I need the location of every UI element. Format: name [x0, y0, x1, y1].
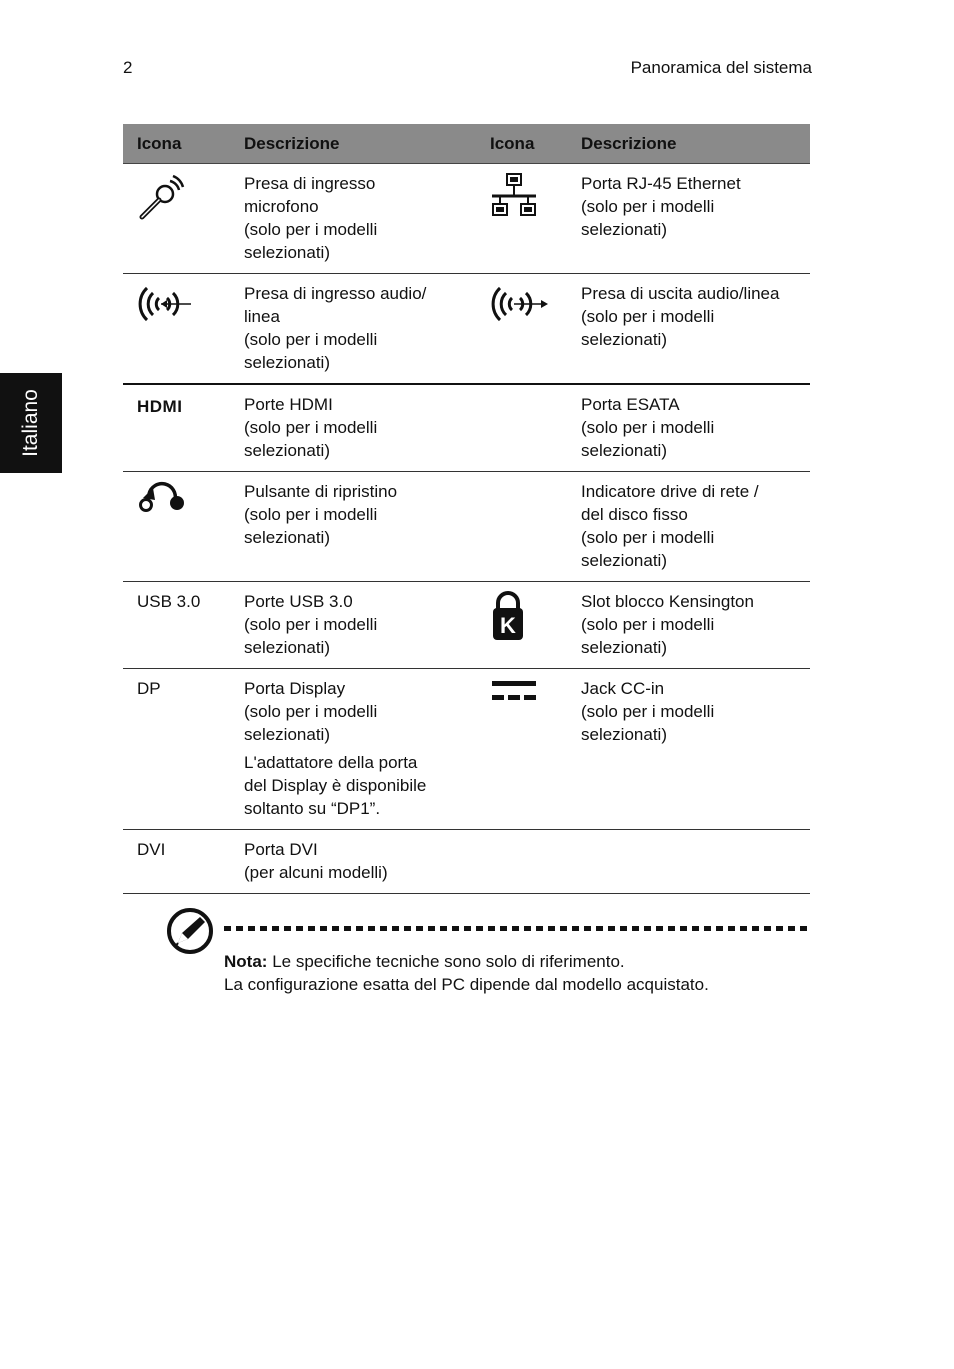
- note-line: [224, 950, 709, 973]
- kensington-lock-icon: [490, 590, 530, 648]
- description-line: selezionati): [581, 638, 667, 657]
- description-line: selezionati): [581, 441, 667, 460]
- header-description: Descrizione: [230, 124, 476, 164]
- row-description: [567, 384, 810, 472]
- description-line: Jack CC-in: [581, 679, 665, 698]
- description-line: microfono: [244, 197, 319, 216]
- note-pen-icon: [166, 907, 214, 960]
- note-text: [224, 950, 709, 996]
- table-row: [123, 472, 810, 582]
- description-line: (solo per i modelli: [581, 197, 715, 216]
- description-line: Indicatore drive di rete /: [581, 482, 759, 501]
- description-line: (solo per i modelli: [581, 615, 715, 634]
- description-line: (solo per i modelli: [244, 615, 378, 634]
- description-line: selezionati): [244, 638, 330, 657]
- description-line: (solo per i modelli: [581, 528, 715, 547]
- audio-in-icon: [137, 282, 193, 332]
- description-line: Porte HDMI: [244, 395, 333, 414]
- dvi-label: DVI: [137, 840, 166, 859]
- row-description: [567, 582, 810, 669]
- row-description: [230, 164, 476, 274]
- description-line: selezionati): [244, 353, 330, 372]
- table-row: [123, 582, 810, 669]
- description-line: (solo per i modelli: [581, 702, 715, 721]
- description-line: soltanto su “DP1”.: [244, 799, 381, 818]
- description-line: selezionati): [581, 551, 667, 570]
- description-line: (solo per i modelli: [244, 330, 378, 349]
- description-line: (solo per i modelli: [244, 702, 378, 721]
- table-row: [123, 274, 810, 385]
- language-tab-label: Italiano: [19, 389, 42, 457]
- table-row: [123, 384, 810, 472]
- row-description: [567, 274, 810, 385]
- description-line: selezionati): [244, 441, 330, 460]
- row-description: [230, 669, 476, 830]
- network-icon: [490, 172, 538, 226]
- header-icon: Icona: [476, 124, 567, 164]
- svg-text:K: K: [500, 613, 516, 638]
- description-line: Porta RJ-45 Ethernet: [581, 174, 741, 193]
- note-label: Nota:: [224, 952, 268, 971]
- description-line: (solo per i modelli: [581, 418, 715, 437]
- description-line: Presa di ingresso audio/: [244, 284, 427, 303]
- row-description: [230, 274, 476, 385]
- audio-out-icon: [490, 282, 550, 332]
- spec-table: [123, 124, 810, 894]
- description-line: selezionati): [581, 220, 667, 239]
- description-line: (solo per i modelli: [244, 505, 378, 524]
- description-line: (per alcuni modelli): [244, 863, 388, 882]
- description-line: selezionati): [244, 725, 330, 744]
- dc-in-icon: [490, 677, 536, 713]
- description-line: del Display è disponibile: [244, 776, 427, 795]
- description-line: Porta DVI: [244, 840, 318, 859]
- table-row: [123, 669, 810, 830]
- usb-label: USB 3.0: [137, 592, 201, 611]
- description-line: linea: [244, 307, 280, 326]
- microphone-icon: [137, 172, 185, 226]
- header-description: Descrizione: [567, 124, 810, 164]
- description-line: del disco fisso: [581, 505, 688, 524]
- page-number: 2: [123, 58, 133, 77]
- description-line: selezionati): [244, 528, 330, 547]
- row-description: [230, 582, 476, 669]
- description-line: Porta Display: [244, 679, 346, 698]
- description-line: Presa di ingresso: [244, 174, 376, 193]
- row-description: [230, 472, 476, 582]
- description-line: (solo per i modelli: [244, 220, 378, 239]
- description-line: (solo per i modelli: [581, 307, 715, 326]
- description-line: selezionati): [581, 725, 667, 744]
- header-icon: Icona: [123, 124, 230, 164]
- note-line-1: Le specifiche tecniche sono solo di riferimento.: [272, 952, 625, 971]
- note-line-2: La configurazione esatta del PC dipende dal modello acquistato.: [224, 975, 709, 994]
- row-description: [230, 830, 476, 894]
- description-line: selezionati): [581, 330, 667, 349]
- description-line: (solo per i modelli: [244, 418, 378, 437]
- table-row: [123, 164, 810, 274]
- row-description: [567, 669, 810, 830]
- row-description: [567, 164, 810, 274]
- description-line: L'adattatore della porta: [244, 753, 418, 772]
- note-divider: [224, 926, 810, 931]
- description-line: Presa di uscita audio/linea: [581, 284, 780, 303]
- description-line: Porte USB 3.0: [244, 592, 353, 611]
- row-description: [567, 472, 810, 582]
- running-head: Panoramica del sistema: [630, 58, 812, 77]
- table-row: [123, 830, 810, 894]
- description-line: Pulsante di ripristino: [244, 482, 398, 501]
- description-line: Slot blocco Kensington: [581, 592, 754, 611]
- hdmi-logo: HDMI: [137, 397, 183, 416]
- recovery-icon: [137, 480, 187, 520]
- dp-label: DP: [137, 679, 161, 698]
- table-header-row: [123, 124, 810, 164]
- language-tab: [0, 373, 62, 473]
- description-line: selezionati): [244, 243, 330, 262]
- description-line: Porta ESATA: [581, 395, 680, 414]
- row-description: [230, 384, 476, 472]
